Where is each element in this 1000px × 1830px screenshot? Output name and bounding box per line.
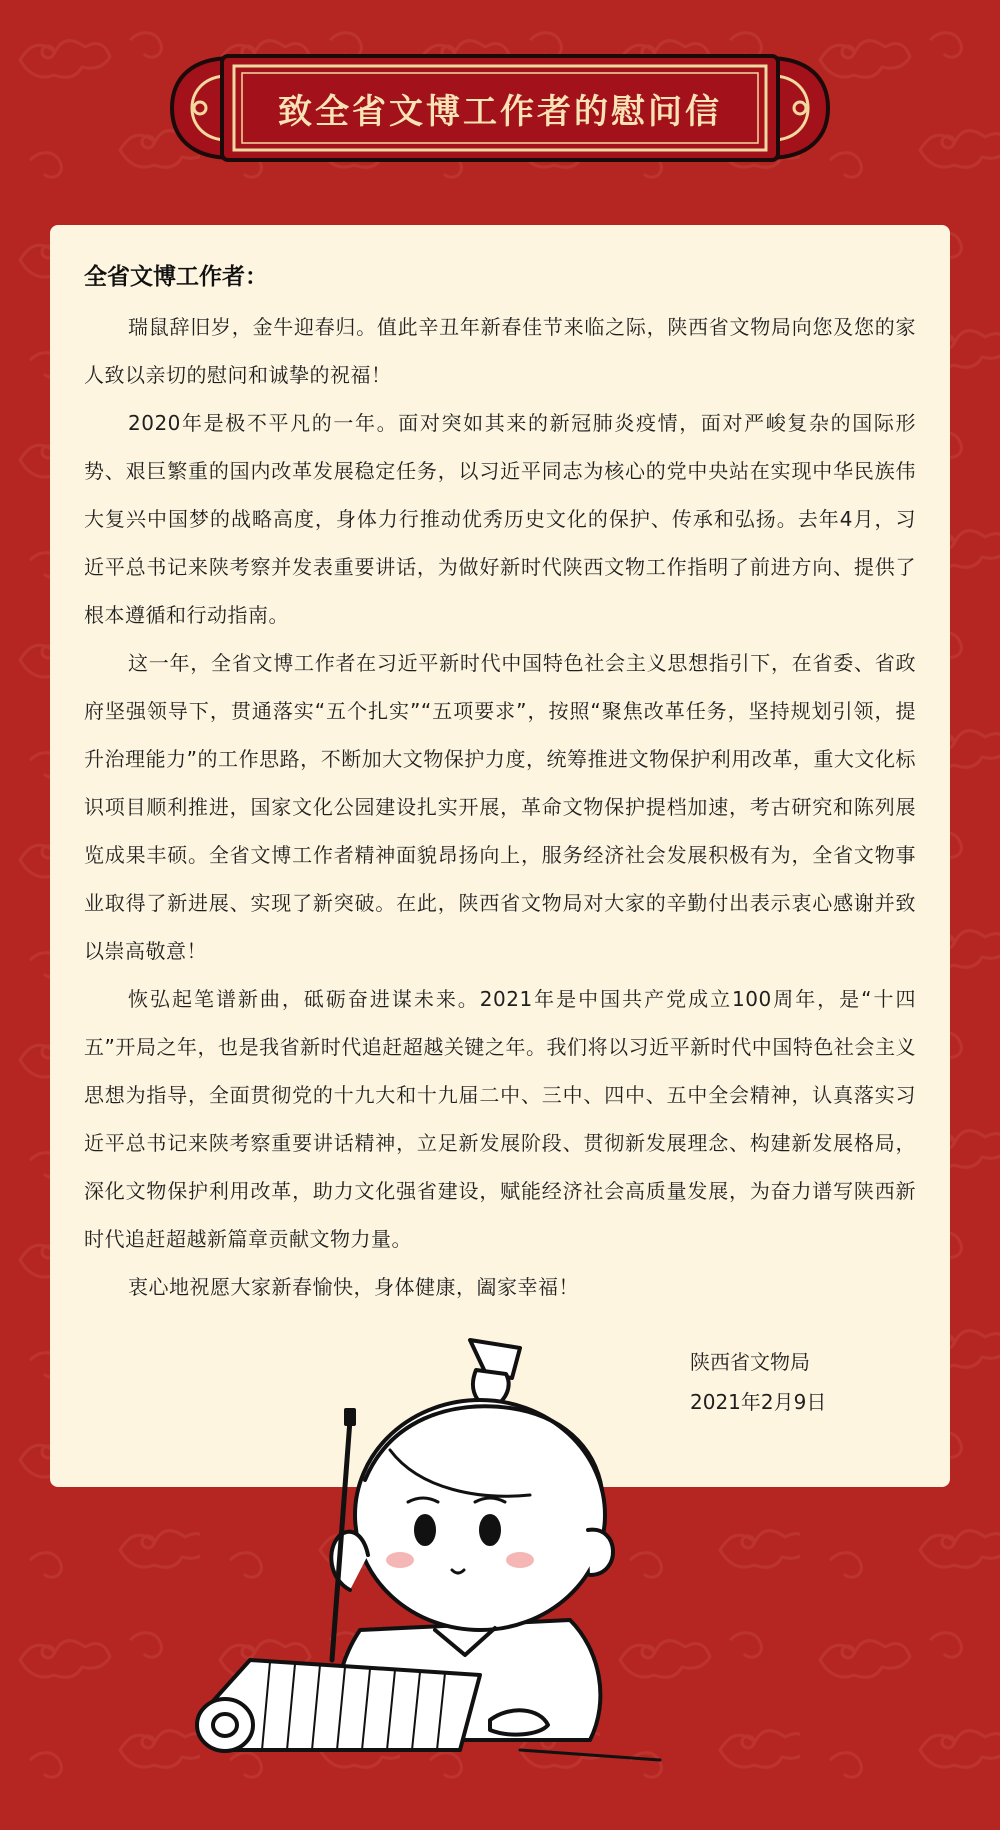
letter-paragraph-2: 2020年是极不平凡的一年。面对突如其来的新冠肺炎疫情，面对严峻复杂的国际形势、艰巨繁重的国内改革发展稳定任务，以习近平同志为核心的党中央站在实现中华民族伟大复兴中国梦的战略高度，身体力行推动优秀历史文化的保护、传承和弘扬。去年4月，习近平总书记来陕考察并发表重要讲话，为做好新时代陕西文物工作指明了前进方向、提供了根本遵循和行动指南。 [84, 411, 916, 627]
letter-paragraph-4: 恢弘起笔谱新曲，砥砺奋进谋未来。2021年是中国共产党成立100周年，是“十四五”开局之年，也是我省新时代追赶超越关键之年。我们将以习近平新时代中国特色社会主义思想为指导，全面贯彻党的十九大和十九届二中、三中、四中、五中全会精神，认真落实习近平总书记来陕考察重要讲话精神，立足新发展阶段、贯彻新发展理念、构建新发展格局，深化文物保护利用改革，助力文化强省建设，赋能经济社会高质量发展，为奋力谱写陕西新时代追赶超越新篇章贡献文物力量。 [84, 987, 916, 1251]
letter-signature [690, 1342, 826, 1422]
letter-paragraph-3: 这一年，全省文博工作者在习近平新时代中国特色社会主义思想指引下，在省委、省政府坚强领导下，贯通落实“五个扎实”“五项要求”，按照“聚焦改革任务，坚持规划引领，提升治理能力”的工作思路，不断加大文物保护力度，统筹推进文物保护利用改革，重大文化标识项目顺利推进，国家文化公园建设扎实开展，革命文物保护提档加速，考古研究和陈列展览成果丰硕。全省文博工作者精神面貌昂扬向上，服务经济社会发展积极有为，全省文物事业取得了新进展、实现了新突破。在此，陕西省文物局对大家的辛勤付出表示衷心感谢并致以崇高敬意！ [84, 651, 916, 963]
letter-card [50, 225, 950, 1487]
page-title: 致全省文博工作者的慰问信 [278, 91, 722, 132]
letter-paragraph-5: 衷心地祝愿大家新春愉快，身体健康，阖家幸福！ [128, 1275, 579, 1299]
signature-organization: 陕西省文物局 [690, 1350, 810, 1374]
letter-paragraph-1: 瑞鼠辞旧岁，金牛迎春归。值此辛丑年新春佳节来临之际，陕西省文物局向您及您的家人致以亲切的慰问和诚挚的祝福！ [84, 315, 916, 387]
signature-date: 2021年2月9日 [690, 1390, 827, 1414]
title-banner [162, 48, 838, 168]
letter-salutation: 全省文博工作者： [84, 264, 268, 290]
scholar-writing-scroll-illustration [190, 1330, 670, 1770]
